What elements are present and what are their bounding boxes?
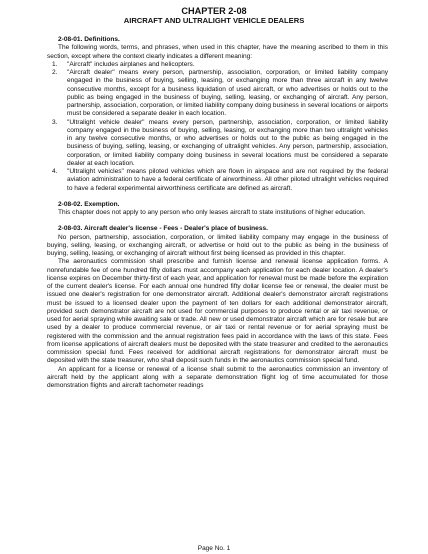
list-item-text: "Aircraft" includes airplanes and helicopters. xyxy=(67,60,195,68)
list-item-text: "Aircraft dealer" means every person, partnership, association, corporation, or limited liability company engaged in the business of buying, selling, leasing, or exchanging more than three aircraft in any twelve consecutive months, except for a business liquidation of used aircraft, or who advertises or holds out to the public as being engaged in the business of buying, selling, leasing, or exchanging of aircraft. Any person, partnership, association, corporation, or limited liability company doing business in several locations or airports must be considered a separate dealer in each location. xyxy=(67,69,388,118)
section-paragraph: An applicant for a license or renewal of a license shall submit to the aeronautics commission an inventory of aircraft held by the applicant along with a separate demonstration flight log of time accumulated for those demonstration flights and aircraft tachometer readings xyxy=(47,365,388,389)
section-intro: The following words, terms, and phrases, when used in this chapter, have the meaning ascribed to them in this section, except where the context clearly indicates a different meaning: xyxy=(47,44,388,60)
document-body xyxy=(47,36,388,390)
section-heading-definitions: 2-08-01. Definitions. xyxy=(58,36,120,43)
chapter-number: CHAPTER 2-08 xyxy=(181,6,247,16)
list-item xyxy=(47,61,388,69)
list-item xyxy=(47,69,388,119)
list-item-text: "Ultralight vehicle dealer" means every person, partnership, association, corporation, or limited liability company engaged in the business of buying, selling, leasing, or exchanging more than two ultralight vehicles in any twelve consecutive months, or who advertises or holds out to the public as being engaged in the business of buying, selling, leasing, or exchanging of ultralight vehicles. Any person, partnership, association, corporation, or limited liability company doing business in several locations must be considered a separate dealer at each location. xyxy=(67,118,388,167)
list-item-text: "Ultralight vehicles" means piloted vehicles which are flown in airspace and are not required by the federal aviation administration to have a federal certificate of airworthiness. All other piloted ultralight vehicles required to have a federal experimental airworthiness certificate are defined as aircraft. xyxy=(67,168,388,192)
section-heading-exemption: 2-08-02. Exemption. xyxy=(58,200,120,208)
chapter-title: AIRCRAFT AND ULTRALIGHT VEHICLE DEALERS xyxy=(123,16,305,25)
list-item-number: 2. xyxy=(52,69,58,76)
section-spacer xyxy=(47,193,388,201)
list-item-number: 1. xyxy=(52,60,58,68)
page-number: Page No. 1 xyxy=(197,545,231,552)
section-paragraph: No person, partnership, association, corporation, or limited liability company may engage in the business of buying, selling, leasing, or exchanging aircraft, or advertise or hold out to the public as being in the business of buying, selling, leasing, or exchanging of aircraft without first being licensed as provided in this chapter. xyxy=(47,233,388,257)
section-paragraph: This chapter does not apply to any person who only leases aircraft to state institutions of higher education. xyxy=(58,209,366,216)
list-item xyxy=(47,168,388,193)
list-item xyxy=(47,119,388,169)
section-heading-license: 2-08-03. Aircraft dealer's license - Fees - Dealer's place of business. xyxy=(58,225,268,233)
list-item-number: 4. xyxy=(52,168,58,175)
section-paragraph: The aeronautics commission shall prescribe and furnish license and renewal license application forms. A nonrefundable fee of one hundred fifty dollars must accompany each application for each dealer location. A dealer's license expires on December thirty-first of each year, and application for renewal must be made before the expiration of the current dealer's license. For each annual one hundred fifty dollar license fee or renewal, the dealer must be issued one dealer's registration for one demonstrator aircraft. Additional dealer's demonstrator aircraft registrations must be issued to a licensed dealer upon the payment of ten dollars for each additional demonstrator aircraft, provided such demonstrator aircraft are not used for commercial purposes to produce rental or air taxi revenue, or used for aerial spraying while awaiting sale or trade. All new or used demonstrator aircraft which are for resale but are used by a dealer to produce commercial revenue, or air taxi or rental revenue or for aerial spraying must be registered with the commission and the annual registration fees paid in accordance with the laws of this state. Fees from license applications of aircraft dealers must be deposited with the state treasurer and credited to the aeronautics commission special fund. Fees received for additional aircraft registrations for demonstrator aircraft must be deposited with the state treasurer, who shall deposit such funds in the aeronautics commission special fund. xyxy=(47,258,388,365)
section-spacer xyxy=(47,217,388,225)
list-item-number: 3. xyxy=(52,118,58,126)
